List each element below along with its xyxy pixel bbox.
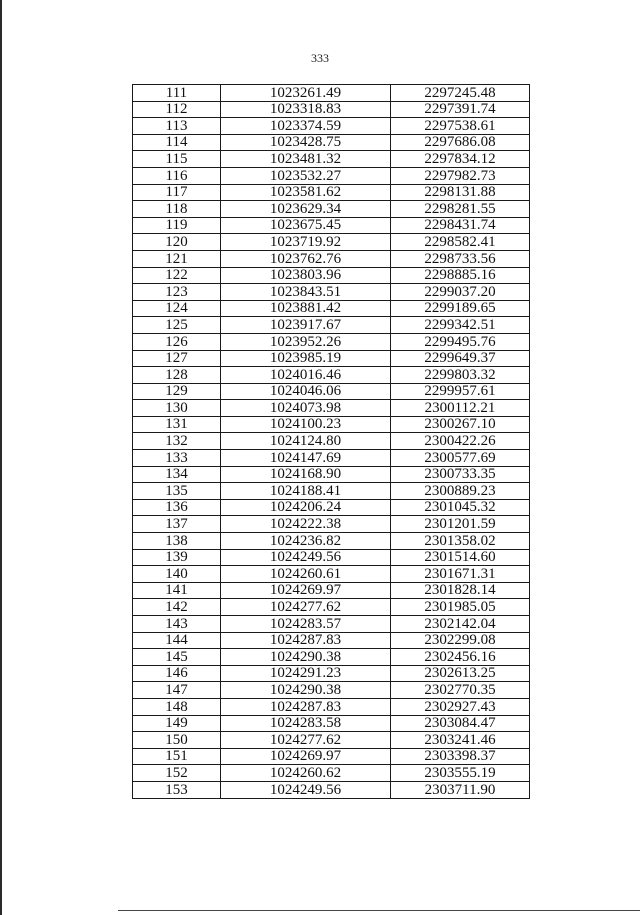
x-coordinate-cell: 1024287.83: [221, 632, 391, 649]
table-row: [133, 85, 530, 102]
y-coordinate-cell: 2298281.55: [391, 201, 530, 218]
y-coordinate-cell: 2297391.74: [391, 101, 530, 118]
table-row: [133, 284, 530, 301]
x-coordinate-cell: 1024283.57: [221, 616, 391, 633]
table-row: [133, 698, 530, 715]
x-coordinate-cell: 1024269.97: [221, 748, 391, 765]
y-coordinate-cell: 2300889.23: [391, 483, 530, 500]
table-row: [133, 499, 530, 516]
point-number-cell: 135: [133, 483, 221, 500]
table-row: [133, 665, 530, 682]
table-row: [133, 599, 530, 616]
point-number-cell: 131: [133, 416, 221, 433]
table-row: [133, 566, 530, 583]
point-number-cell: 139: [133, 549, 221, 566]
x-coordinate-cell: 1023843.51: [221, 284, 391, 301]
x-coordinate-cell: 1024277.62: [221, 732, 391, 749]
x-coordinate-cell: 1024283.58: [221, 715, 391, 732]
x-coordinate-cell: 1024147.69: [221, 450, 391, 467]
table-row: [133, 350, 530, 367]
x-coordinate-cell: 1023581.62: [221, 184, 391, 201]
table-row: [133, 549, 530, 566]
table-row: [133, 781, 530, 798]
x-coordinate-cell: 1023428.75: [221, 134, 391, 151]
x-coordinate-cell: 1024206.24: [221, 499, 391, 516]
x-coordinate-cell: 1023762.76: [221, 250, 391, 267]
y-coordinate-cell: 2298131.88: [391, 184, 530, 201]
x-coordinate-cell: 1023719.92: [221, 234, 391, 251]
point-number-cell: 127: [133, 350, 221, 367]
x-coordinate-cell: 1024290.38: [221, 649, 391, 666]
point-number-cell: 119: [133, 217, 221, 234]
y-coordinate-cell: 2299037.20: [391, 284, 530, 301]
y-coordinate-cell: 2300733.35: [391, 466, 530, 483]
table-row: [133, 151, 530, 168]
y-coordinate-cell: 2300267.10: [391, 416, 530, 433]
table-row: [133, 682, 530, 699]
point-number-cell: 122: [133, 267, 221, 284]
point-number-cell: 115: [133, 151, 221, 168]
y-coordinate-cell: 2301985.05: [391, 599, 530, 616]
x-coordinate-cell: 1024073.98: [221, 400, 391, 417]
y-coordinate-cell: 2301201.59: [391, 516, 530, 533]
point-number-cell: 123: [133, 284, 221, 301]
table-row: [133, 416, 530, 433]
y-coordinate-cell: 2297538.61: [391, 118, 530, 135]
x-coordinate-cell: 1024222.38: [221, 516, 391, 533]
point-number-cell: 149: [133, 715, 221, 732]
point-number-cell: 117: [133, 184, 221, 201]
y-coordinate-cell: 2297982.73: [391, 167, 530, 184]
point-number-cell: 133: [133, 450, 221, 467]
table-row: [133, 234, 530, 251]
y-coordinate-cell: 2302456.16: [391, 649, 530, 666]
point-number-cell: 152: [133, 765, 221, 782]
table-row: [133, 516, 530, 533]
y-coordinate-cell: 2303241.46: [391, 732, 530, 749]
table-row: [133, 217, 530, 234]
scan-bottom-edge: [118, 910, 640, 911]
x-coordinate-cell: 1023629.34: [221, 201, 391, 218]
x-coordinate-cell: 1023803.96: [221, 267, 391, 284]
y-coordinate-cell: 2299189.65: [391, 300, 530, 317]
y-coordinate-cell: 2297686.08: [391, 134, 530, 151]
y-coordinate-cell: 2299342.51: [391, 317, 530, 334]
point-number-cell: 144: [133, 632, 221, 649]
y-coordinate-cell: 2300577.69: [391, 450, 530, 467]
y-coordinate-cell: 2302142.04: [391, 616, 530, 633]
coordinate-table-body: [133, 85, 530, 799]
y-coordinate-cell: 2301671.31: [391, 566, 530, 583]
y-coordinate-cell: 2299957.61: [391, 383, 530, 400]
point-number-cell: 142: [133, 599, 221, 616]
table-row: [133, 616, 530, 633]
table-row: [133, 333, 530, 350]
table-row: [133, 748, 530, 765]
point-number-cell: 150: [133, 732, 221, 749]
point-number-cell: 132: [133, 433, 221, 450]
x-coordinate-cell: 1023374.59: [221, 118, 391, 135]
table-row: [133, 134, 530, 151]
y-coordinate-cell: 2303398.37: [391, 748, 530, 765]
table-row: [133, 765, 530, 782]
point-number-cell: 125: [133, 317, 221, 334]
y-coordinate-cell: 2302613.25: [391, 665, 530, 682]
table-row: [133, 167, 530, 184]
x-coordinate-cell: 1024287.83: [221, 698, 391, 715]
point-number-cell: 141: [133, 582, 221, 599]
table-row: [133, 184, 530, 201]
y-coordinate-cell: 2302927.43: [391, 698, 530, 715]
table-row: [133, 367, 530, 384]
point-number-cell: 130: [133, 400, 221, 417]
y-coordinate-cell: 2303084.47: [391, 715, 530, 732]
point-number-cell: 147: [133, 682, 221, 699]
scan-left-edge: [0, 0, 2, 915]
x-coordinate-cell: 1024269.97: [221, 582, 391, 599]
y-coordinate-cell: 2300422.26: [391, 433, 530, 450]
y-coordinate-cell: 2302770.35: [391, 682, 530, 699]
point-number-cell: 112: [133, 101, 221, 118]
x-coordinate-cell: 1024188.41: [221, 483, 391, 500]
y-coordinate-cell: 2297245.48: [391, 85, 530, 102]
x-coordinate-cell: 1024249.56: [221, 549, 391, 566]
y-coordinate-cell: 2301514.60: [391, 549, 530, 566]
table-row: [133, 317, 530, 334]
x-coordinate-cell: 1023952.26: [221, 333, 391, 350]
table-row: [133, 400, 530, 417]
x-coordinate-cell: 1023532.27: [221, 167, 391, 184]
point-number-cell: 148: [133, 698, 221, 715]
point-number-cell: 116: [133, 167, 221, 184]
x-coordinate-cell: 1024290.38: [221, 682, 391, 699]
point-number-cell: 140: [133, 566, 221, 583]
point-number-cell: 124: [133, 300, 221, 317]
point-number-cell: 146: [133, 665, 221, 682]
x-coordinate-cell: 1024249.56: [221, 781, 391, 798]
table-row: [133, 267, 530, 284]
y-coordinate-cell: 2301045.32: [391, 499, 530, 516]
x-coordinate-cell: 1023261.49: [221, 85, 391, 102]
x-coordinate-cell: 1024260.61: [221, 566, 391, 583]
point-number-cell: 113: [133, 118, 221, 135]
point-number-cell: 134: [133, 466, 221, 483]
x-coordinate-cell: 1024016.46: [221, 367, 391, 384]
x-coordinate-cell: 1024124.80: [221, 433, 391, 450]
table-row: [133, 632, 530, 649]
point-number-cell: 128: [133, 367, 221, 384]
y-coordinate-cell: 2298582.41: [391, 234, 530, 251]
x-coordinate-cell: 1024277.62: [221, 599, 391, 616]
y-coordinate-cell: 2302299.08: [391, 632, 530, 649]
point-number-cell: 121: [133, 250, 221, 267]
x-coordinate-cell: 1024168.90: [221, 466, 391, 483]
x-coordinate-cell: 1024260.62: [221, 765, 391, 782]
point-number-cell: 114: [133, 134, 221, 151]
table-row: [133, 732, 530, 749]
x-coordinate-cell: 1023481.32: [221, 151, 391, 168]
point-number-cell: 136: [133, 499, 221, 516]
y-coordinate-cell: 2298431.74: [391, 217, 530, 234]
point-number-cell: 145: [133, 649, 221, 666]
y-coordinate-cell: 2298885.16: [391, 267, 530, 284]
y-coordinate-cell: 2300112.21: [391, 400, 530, 417]
table-row: [133, 649, 530, 666]
y-coordinate-cell: 2303555.19: [391, 765, 530, 782]
point-number-cell: 143: [133, 616, 221, 633]
x-coordinate-cell: 1024100.23: [221, 416, 391, 433]
table-row: [133, 450, 530, 467]
point-number-cell: 118: [133, 201, 221, 218]
y-coordinate-cell: 2299803.32: [391, 367, 530, 384]
x-coordinate-cell: 1023318.83: [221, 101, 391, 118]
point-number-cell: 138: [133, 533, 221, 550]
point-number-cell: 151: [133, 748, 221, 765]
table-row: [133, 118, 530, 135]
x-coordinate-cell: 1023881.42: [221, 300, 391, 317]
page-number: 333: [311, 51, 329, 65]
table-row: [133, 483, 530, 500]
point-number-cell: 126: [133, 333, 221, 350]
x-coordinate-cell: 1024236.82: [221, 533, 391, 550]
table-row: [133, 383, 530, 400]
y-coordinate-cell: 2301828.14: [391, 582, 530, 599]
x-coordinate-cell: 1024046.06: [221, 383, 391, 400]
y-coordinate-cell: 2299649.37: [391, 350, 530, 367]
table-row: [133, 101, 530, 118]
table-row: [133, 300, 530, 317]
x-coordinate-cell: 1023917.67: [221, 317, 391, 334]
y-coordinate-cell: 2297834.12: [391, 151, 530, 168]
point-number-cell: 111: [133, 85, 221, 102]
table-row: [133, 715, 530, 732]
x-coordinate-cell: 1023985.19: [221, 350, 391, 367]
table-row: [133, 466, 530, 483]
y-coordinate-cell: 2301358.02: [391, 533, 530, 550]
x-coordinate-cell: 1024291.23: [221, 665, 391, 682]
y-coordinate-cell: 2298733.56: [391, 250, 530, 267]
coordinate-table: [132, 84, 530, 799]
point-number-cell: 137: [133, 516, 221, 533]
table-row: [133, 582, 530, 599]
table-row: [133, 533, 530, 550]
x-coordinate-cell: 1023675.45: [221, 217, 391, 234]
point-number-cell: 129: [133, 383, 221, 400]
table-row: [133, 433, 530, 450]
y-coordinate-cell: 2303711.90: [391, 781, 530, 798]
point-number-cell: 153: [133, 781, 221, 798]
y-coordinate-cell: 2299495.76: [391, 333, 530, 350]
table-row: [133, 201, 530, 218]
table-row: [133, 250, 530, 267]
point-number-cell: 120: [133, 234, 221, 251]
